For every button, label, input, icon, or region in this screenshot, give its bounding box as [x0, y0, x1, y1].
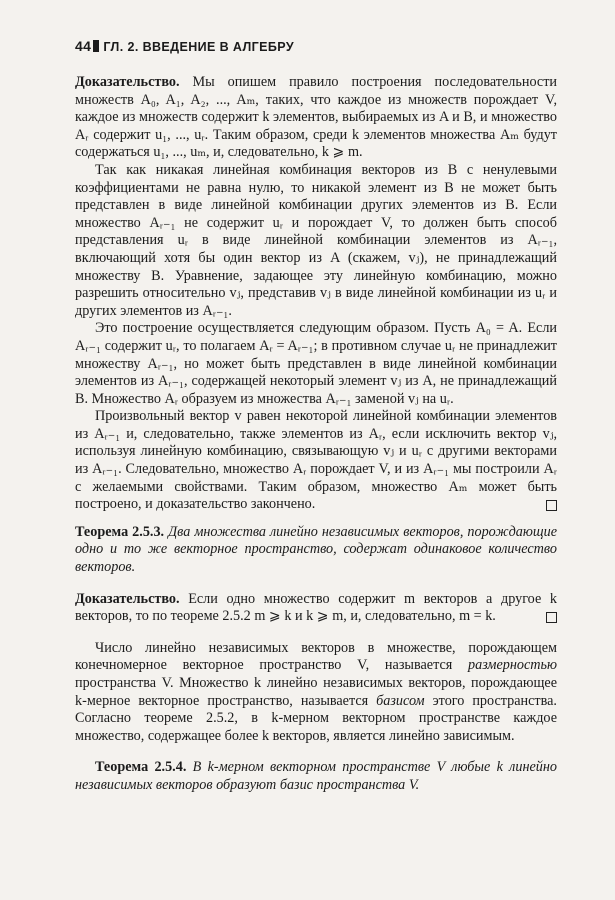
square-bullet-icon — [93, 40, 99, 52]
paragraph-text: Произвольный вектор v равен некоторой линейной комбинации элементов из Aᵣ₋₁ и, следовательно, также элементов из Aᵣ, если исключить вектор vⱼ, используя линейную комбинацию, связывающую vⱼ и uᵣ с другими векторами из Aᵣ₋₁. Следовательно, множество Aᵣ порождает V, и из Aᵣ₋₁ мы построили Aᵣ с желаемыми свойствами. Таким образом, множество Aₘ может быть построено, и доказательство закончено. — [75, 408, 557, 513]
theorem-label: Теорема 2.5.4. — [95, 759, 187, 776]
theorem-2-5-4 — [75, 759, 557, 794]
proof-label: Доказательство. — [75, 74, 180, 90]
end-of-proof-icon — [546, 612, 557, 623]
theorem-2-5-3 — [75, 524, 557, 577]
proof-paragraph-3 — [75, 320, 557, 408]
proof-paragraph-2 — [75, 162, 557, 320]
paragraph-text: Это построение осуществляется следующим образом. Пусть A₀ = A. Если Aᵣ₋₁ содержит uᵣ, то полагаем Aᵣ = Aᵣ₋₁; в противном случае uᵣ не принадлежит множеству Aᵣ₋₁, но может быть представлен в виде линейной комбинации элементов из Aᵣ₋₁, содержащей некоторый элемент vⱼ из A, не принадлежащий B. Множество Aᵣ образуем из множества Aᵣ₋₁ заменой vⱼ на uᵣ. — [75, 320, 557, 407]
paragraph-text: Так как никакая линейная комбинация векторов из B с ненулевыми коэффициентами не равна нулю, то никакой элемент из B не может быть представлен в виде линейной комбинации других элементов из B. Если множество Aᵣ₋₁ не содержит uᵣ и порождает V, то должен быть способ представления uᵣ в виде линейной комбинации элементов из Aᵣ₋₁, включающий хотя бы один вектор из A (скажем, vⱼ), не принадлежащий множеству B. Уравнение, задающее эту линейную комбинацию, можно разрешить относительно vⱼ, представив vⱼ в виде линейной комбинации из uᵣ и других элементов из Aᵣ₋₁. — [75, 161, 557, 319]
term-basis: базисом — [376, 692, 425, 709]
page-number: 44 — [75, 38, 92, 54]
proof-theorem-2-5-3 — [75, 591, 557, 626]
proof-paragraph-4 — [75, 408, 557, 514]
paragraph-text: этого пространства. Согласно теореме 2.5.2, в k-мерном векторном пространстве каждое множество, содержащее более k векторов, является линейно зависимым. — [75, 692, 557, 744]
proof-paragraph-1 — [75, 74, 557, 162]
running-head — [75, 38, 557, 54]
term-dimension: размерностью — [468, 657, 557, 674]
paragraph-text: пространства V. Множество k линейно независимых векторов, порождающее k-мерное векторное пространство, называется — [75, 675, 557, 709]
paragraph-text: Число линейно независимых векторов в множестве, порождающем конечномерное векторное пространство V, называется — [75, 639, 557, 674]
end-of-proof-icon — [546, 500, 557, 511]
theorem-statement: Два множества линейно независимых векторов, порождающие одно и то же векторное пространство, содержат одинаковое количество векторов. — [75, 523, 557, 576]
definitions-paragraph — [75, 640, 557, 746]
paragraph-text: Если одно множество содержит m векторов а другое k векторов, то по теореме 2.5.2 m ⩾ k и k ⩾ m, и, следовательно, m = k. — [75, 590, 557, 625]
theorem-statement: В k-мерном векторном пространстве V любые k линейно независимых векторов образуют базис пространства V. — [75, 759, 557, 793]
paragraph-text: Мы опишем правило построения последовательности множеств A₀, A₁, A₂, ..., Aₘ, таких, что каждое из множеств порождает V, каждое из множеств содержит k элементов, выбираемых из A и B, и множество Aᵣ содержит u₁, ..., uᵣ. Таким образом, среди k элементов множества Aₘ будут содержаться u₁, ..., uₘ, и, следовательно, k ⩾ m. — [75, 74, 557, 161]
chapter-title: ГЛ. 2. ВВЕДЕНИЕ В АЛГЕБРУ — [103, 40, 295, 54]
page-body — [75, 74, 557, 795]
proof-label: Доказательство. — [75, 590, 180, 607]
theorem-label: Теорема 2.5.3. — [75, 523, 165, 540]
